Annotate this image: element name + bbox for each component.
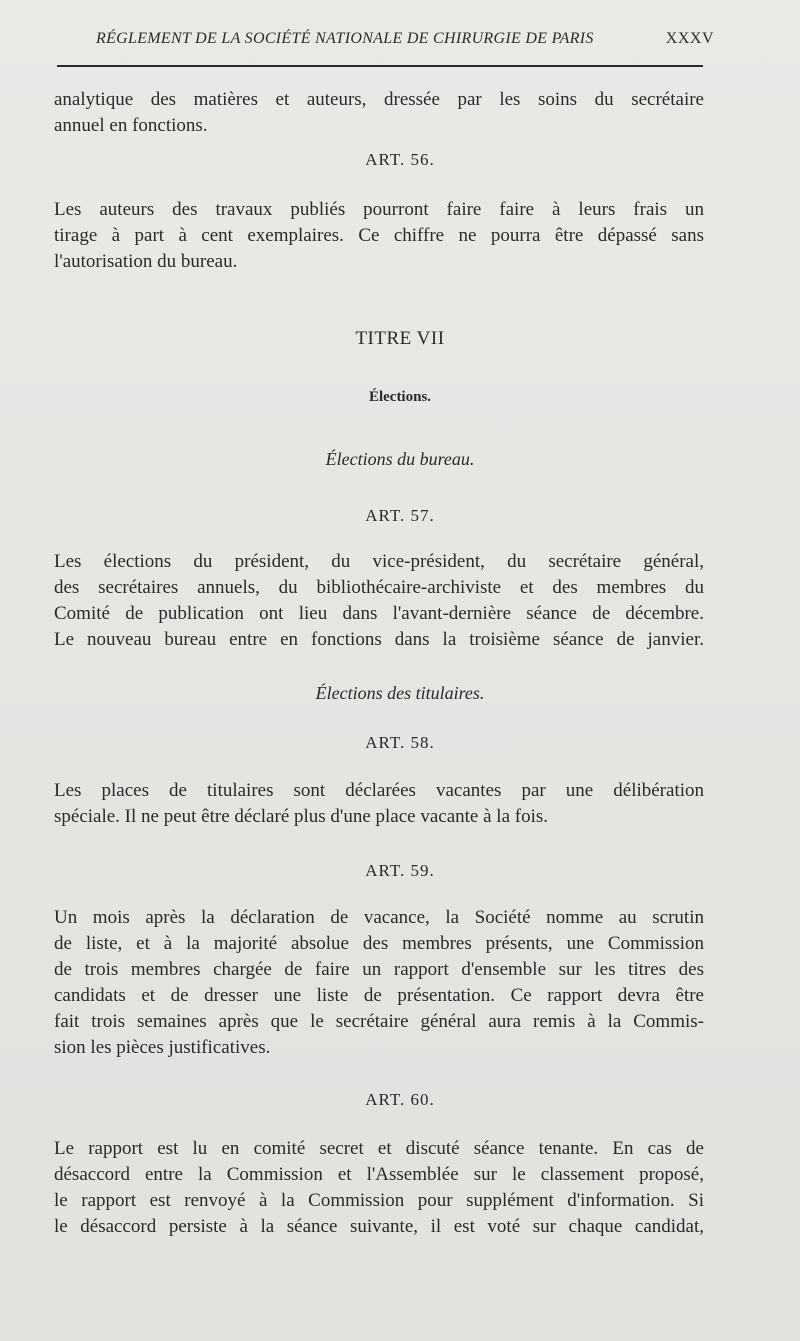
header-rule (57, 65, 703, 67)
text-line: Les auteurs des travaux publiés pourront faire faire à leurs frais un (54, 199, 704, 220)
paragraph-2 (54, 197, 704, 275)
subsection-heading-bureau: Élections du bureau. (325, 449, 475, 469)
text-line: analytique des matières et auteurs, dressée par les soins du secrétaire (54, 89, 704, 110)
article-60-heading: ART. 60. (365, 1090, 435, 1109)
text-line: de trois membres chargée de faire un rapport d'ensemble sur les titres des (54, 959, 704, 980)
text-line: annuel en fonctions. (54, 115, 208, 136)
text-line: Les élections du président, du vice-président, du secrétaire général, (54, 551, 704, 572)
article-57-heading: ART. 57. (365, 506, 435, 525)
paragraph-4 (54, 778, 704, 830)
text-line: l'autorisation du bureau. (54, 251, 238, 272)
paragraph-3 (54, 549, 704, 653)
text-line: Les places de titulaires sont déclarées vacantes par une délibération (54, 780, 704, 801)
text-line: candidats et de dresser une liste de présentation. Ce rapport devra être (54, 985, 704, 1006)
text-line: Un mois après la déclaration de vacance, la Société nomme au scrutin (54, 907, 704, 928)
text-line: des secrétaires annuels, du bibliothécaire-archiviste et des membres du (54, 577, 704, 598)
article-59-heading: ART. 59. (365, 861, 435, 880)
section-heading-elections: Élections. (368, 389, 432, 405)
text-line: tirage à part à cent exemplaires. Ce chiffre ne pourra être dépassé sans (54, 225, 704, 246)
paragraph-1 (54, 87, 704, 139)
text-line: Comité de publication ont lieu dans l'avant-dernière séance de décembre. (54, 603, 704, 624)
running-head (96, 30, 714, 48)
text-line: le rapport est renvoyé à la Commission pour supplément d'information. Si (54, 1190, 704, 1211)
paragraph-5 (54, 905, 704, 1061)
running-head-title: RÉGLEMENT DE LA SOCIÉTÉ NATIONALE DE CHIRURGIE DE PARIS (96, 30, 594, 47)
text-line: Le nouveau bureau entre en fonctions dans la troisième séance de janvier. (54, 629, 704, 650)
text-line: de liste, et à la majorité absolue des membres présents, une Commission (54, 933, 704, 954)
text-line: désaccord entre la Commission et l'Assemblée sur le classement proposé, (54, 1164, 704, 1185)
subsection-heading-titulaires: Élections des titulaires. (315, 683, 485, 703)
page-number: XXXV (665, 30, 714, 47)
text-line: fait trois semaines après que le secrétaire général aura remis à la Commis- (54, 1011, 704, 1032)
paragraph-6 (54, 1136, 704, 1240)
title-vii-heading: TITRE VII (355, 328, 445, 349)
text-line: sion les pièces justificatives. (54, 1037, 271, 1058)
article-56-heading: ART. 56. (365, 150, 435, 169)
text-line: Le rapport est lu en comité secret et discuté séance tenante. En cas de (54, 1138, 704, 1159)
article-58-heading: ART. 58. (365, 733, 435, 752)
text-line: spéciale. Il ne peut être déclaré plus d'une place vacante à la fois. (54, 806, 549, 827)
text-line: le désaccord persiste à la séance suivante, il est voté sur chaque candidat, (54, 1216, 704, 1237)
